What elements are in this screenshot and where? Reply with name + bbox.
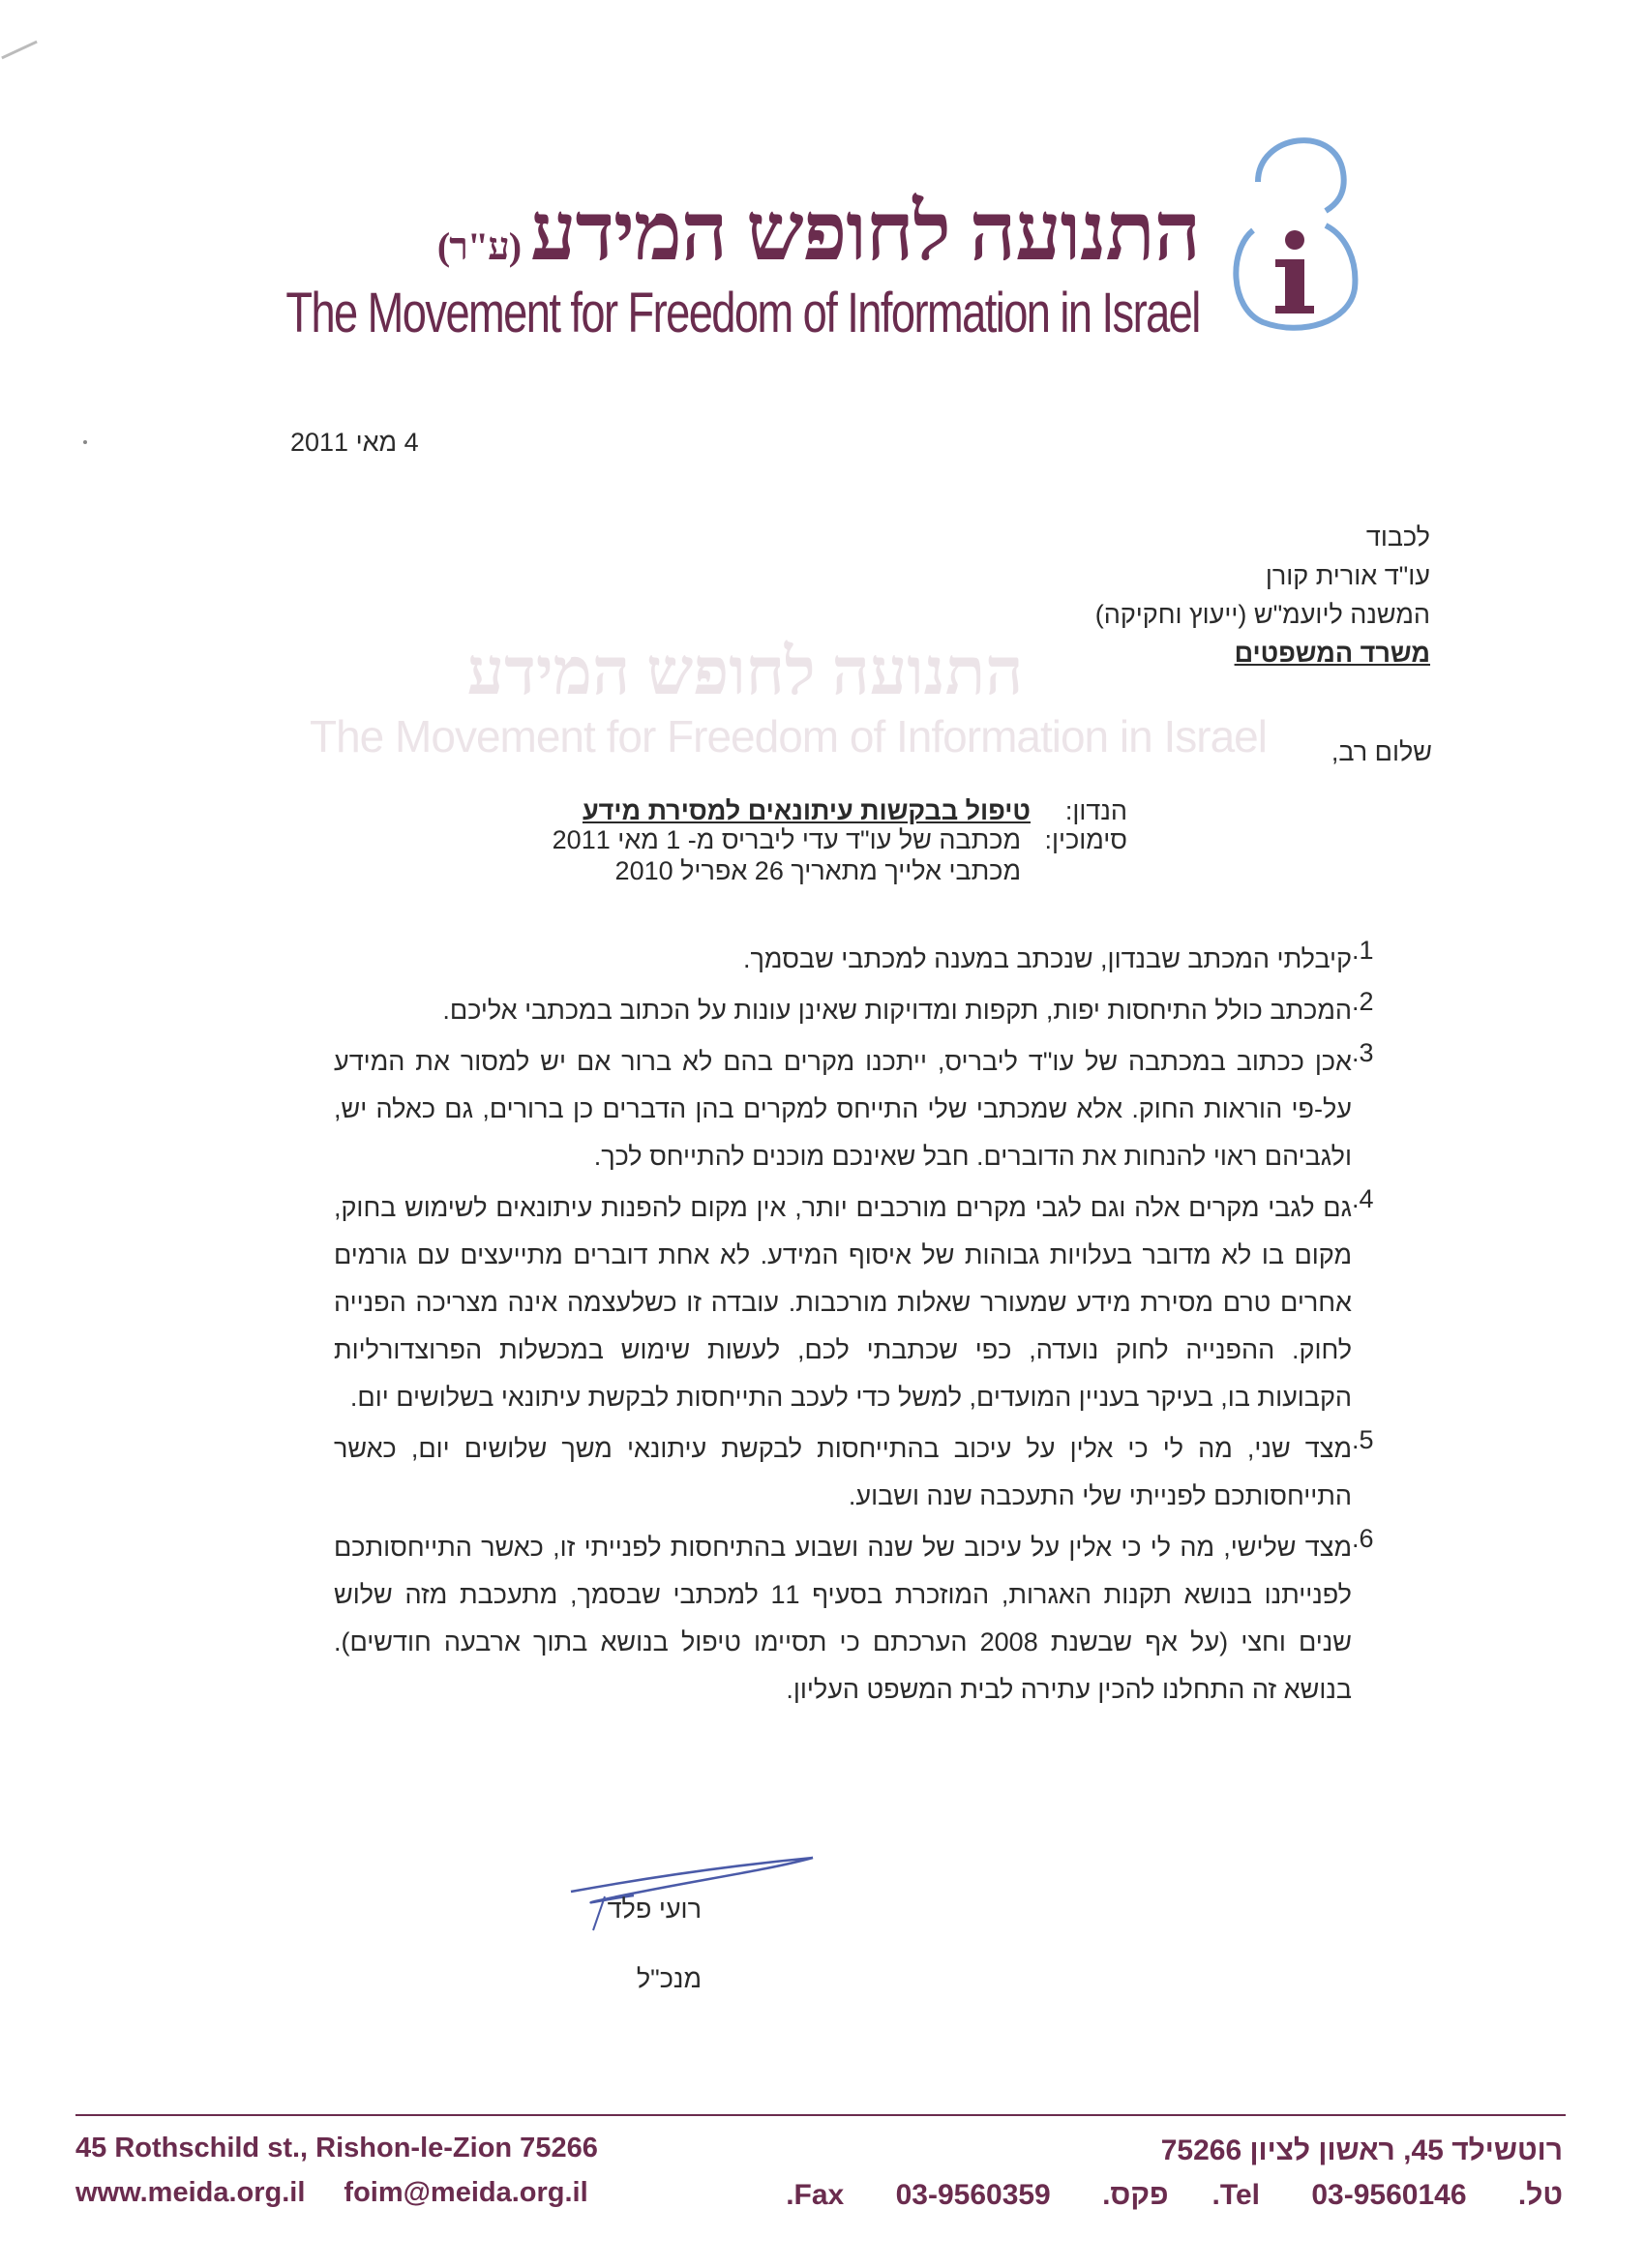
footer-tel [1212,2179,1563,2211]
letter-date: 4 מאי 2011 [290,428,419,457]
item-text: אכן ככתוב במכתבה של עו"ד ליבריס, ייתכנו מקרים בהם לא ברור אם יש למסור את המידע על-פי הוראות החוק. אלא שמכתבי שלי התייחס למקרים בהן הדברים כן ברורים, גם כאלה יש, ולגביהם ראוי להנחות את הדוברים. חבל שאינכם מוכנים להתייחס לכך. [334,1047,1352,1171]
signer-title: מנכ"ל [636,1964,702,1993]
scan-speck [83,440,87,444]
footer-email: foim@meida.org.il [344,2177,588,2208]
greeting: שלום רב, [1331,737,1432,766]
item-text: מצד שלישי, מה לי כי אלין על עיכוב של שנה ושבוע בהתיחסות לפנייתי זו, כאשר התייחסותכם לפנייתנו בנושא תקנות האגרות, המוזכרת בסעיף 11 למכתבי שבסמך, מתעכבת מזה שלוש שנים וחצי (על אף שבשנת 2008 הערכתם כי תסיימו טיפול בנושא בתוך ארבעה חודשים). בנושא זה התחלנו להכין עתירה לבית המשפט העליון. [334,1533,1352,1704]
letter-body [334,936,1427,1714]
footer-phones [786,2179,1563,2212]
recipient-block [753,518,1430,672]
info-lock-icon [1219,114,1374,346]
item-text: המכתב כולל התיחסות יפות, תקפות ומדויקות שאינן עונות על הכתוב במכתבי אליכם. [442,996,1352,1025]
footer-divider [75,2114,1566,2116]
list-item [334,1038,1427,1180]
footer-website: www.meida.org.il [75,2177,306,2208]
footer-tel-number: 03-9560146 [1311,2179,1467,2211]
footer-web-email [75,2177,588,2209]
item-text: גם לגבי מקרים אלה וגם לגבי מקרים מורכבים יותר, אין מקום להפנות עיתונאים לשימוש בחוק, מקום בו לא מדובר בעלויות גבוהות של איסוף המידע. לא אחת דוברים מתייעצים עם גורמים אחרים טרם מסירת מידע שמעורר שאלות מורכבות. עובדה זו כשלעצמה אינה מצריכה הפנייה לחוק. ההפנייה לחוק נועדה, כפי שכתבתי לכם, לעשות שימוש במכשלות הפרוצדורליות הקבועות בו, בעיקר בעניין המועדים, למשל כדי לעכב התייחסות לבקשת עיתונאי בשלושים יום. [334,1193,1352,1412]
recipient-line-4: משרד המשפטים [1234,639,1430,668]
reference-1: מכתבה של עו"ד עדי ליבריס מ- 1 מאי 2011 [552,825,1021,854]
reference-2: מכתבי אלייך מתאריך 26 אפריל 2010 [614,856,1021,885]
footer-tel-label: טל. [1517,2179,1563,2211]
recipient-line-3: המשנה ליועמ"ש (ייעוץ וחקיקה) [1094,600,1430,629]
subject-row [353,796,1127,826]
list-item [334,987,1427,1034]
org-name-he-text: התנועה לחופש המידע [530,188,1200,278]
scan-mark [1,41,38,60]
item-text: קיבלתי המכתב שבנדון, שנכתב במענה למכתבי שבסמך. [743,944,1352,973]
references-label: סימוכין: [1044,825,1127,854]
footer-address-he: רוטשילד 45, ראשון לציון 75266 [1160,2134,1563,2166]
footer-tel-label-en: Tel. [1211,2179,1261,2211]
list-item [334,936,1427,983]
subject-value: טיפול בבקשות עיתונאים למסירת מידע [582,796,1031,825]
item-number: .4 [1352,1184,1374,1213]
list-item [334,1524,1427,1714]
org-name-english: The Movement for Freedom of Information in Israel [285,282,1200,344]
watermark-en: The Movement for Freedom of Information in Israel [310,711,1267,761]
footer-fax [786,2179,1168,2211]
list-item [334,1425,1427,1520]
list-item [334,1184,1427,1421]
item-number: .5 [1352,1425,1374,1454]
item-number: .6 [1352,1524,1374,1553]
recipient-line-2: עו"ד אורית קורן [1265,561,1430,590]
footer-fax-label: פקס. [1102,2179,1169,2211]
signer-name: רועי פלד [607,1895,702,1924]
item-number: .3 [1352,1038,1374,1067]
recipient-line-1: לכבוד [1365,522,1430,552]
footer-fax-label-en: Fax. [786,2179,845,2211]
subject-label: הנדון: [1064,796,1127,825]
item-number: .1 [1352,936,1374,965]
item-number: .2 [1352,987,1374,1016]
references-row [353,824,1127,886]
footer-fax-number: 03-9560359 [895,2179,1051,2211]
org-name-hebrew [437,186,1200,280]
org-abbrev: (ע"ר) [436,224,522,268]
item-text: מצד שני, מה לי כי אלין על עיכוב בהתייחסות לבקשת עיתונאי משך שלושים יום, כאשר התייחסותכם לפנייתי שלי התעכבה שנה ושבוע. [334,1434,1352,1510]
footer-address-en: 45 Rothschild st., Rishon-le-Zion 75266 [75,2133,598,2164]
watermark-he: התנועה לחופש המידע [466,635,1024,708]
